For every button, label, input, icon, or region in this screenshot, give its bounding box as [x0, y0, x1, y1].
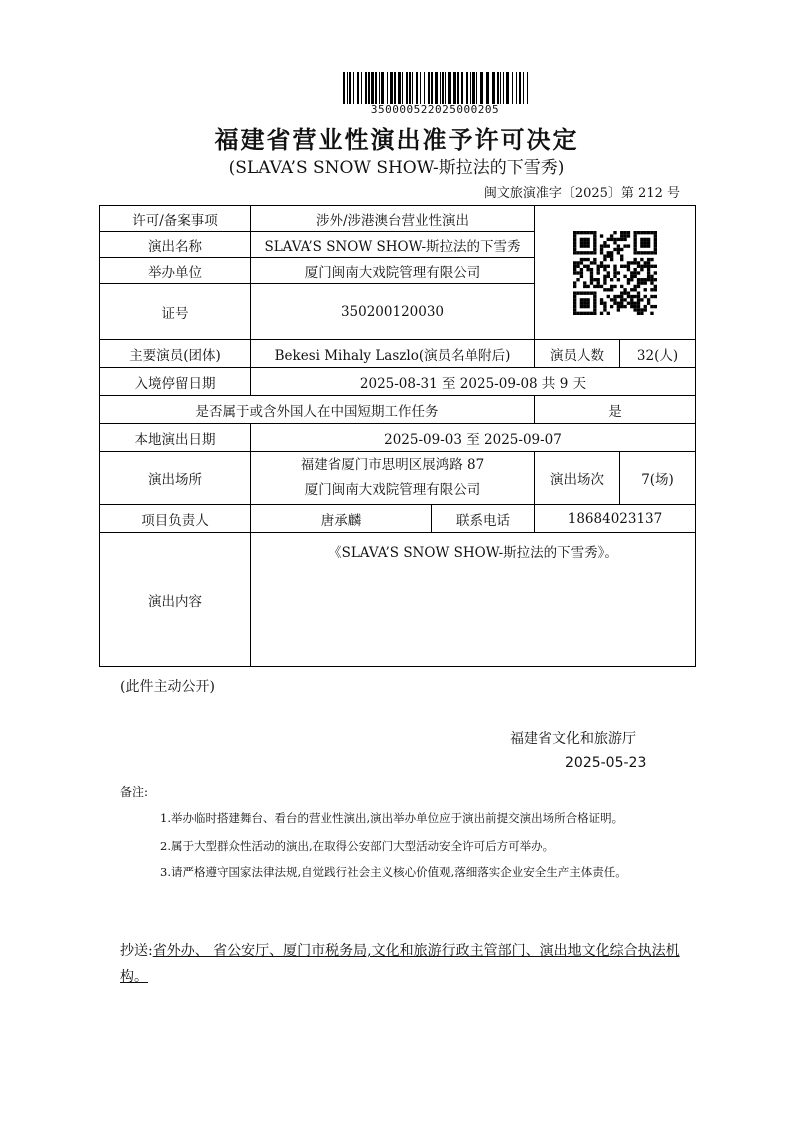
public-notice: (此件主动公开)	[120, 679, 215, 695]
document-title: 福建省营业性演出准予许可决定	[214, 125, 579, 154]
main-actors-value: Bekesi Mihaly Laszlo(演员名单附后)	[251, 340, 535, 368]
document-number: 闽文旅演准字〔2025〕第 212 号	[483, 186, 680, 201]
local-dates-label: 本地演出日期	[100, 424, 251, 452]
foreign-work-answer: 是	[535, 396, 696, 424]
license-type-label: 许可/备案事项	[100, 206, 251, 232]
note-item: 2.属于大型群众性活动的演出,在取得公安部门大型活动安全许可后方可举办。	[160, 839, 555, 853]
show-name-label: 演出名称	[100, 232, 251, 258]
issuer-name: 福建省文化和旅游厅	[510, 731, 636, 747]
document-subtitle: (SLAVA’S SNOW SHOW-斯拉法的下雪秀)	[228, 158, 565, 178]
issue-date: 2025-05-23	[565, 755, 647, 771]
cert-value: 350200120030	[251, 284, 535, 340]
cert-label: 证号	[100, 284, 251, 340]
cc-label: 抄送:	[120, 943, 153, 959]
manager-label: 项目负责人	[100, 505, 251, 533]
phone-value: 18684023137	[535, 505, 696, 533]
show-name-value: SLAVA’S SNOW SHOW-斯拉法的下雪秀	[251, 232, 535, 258]
content-value: 《SLAVA’S SNOW SHOW-斯拉法的下雪秀》。	[251, 533, 696, 667]
note-item: 3.请严格遵守国家法律法规,自觉践行社会主义核心价值观,落细落实企业安全生产主体责任。	[160, 865, 627, 879]
sessions-value: 7(场)	[620, 452, 696, 505]
barcode	[343, 72, 528, 104]
venue-line-1: 福建省厦门市思明区展鸿路 87	[300, 457, 485, 473]
organizer-label: 举办单位	[100, 258, 251, 284]
cc-recipients: 省外办、 省公安厅、厦门市税务局,文化和旅游行政主管部门、演出地文化综合执法机构。	[120, 943, 680, 985]
manager-value: 唐承麟	[251, 505, 432, 533]
notes-title: 备注:	[120, 785, 149, 799]
barcode-number: 350000522025000205	[370, 103, 500, 116]
main-actors-label: 主要演员(团体)	[100, 340, 251, 368]
entry-stay-label: 入境停留日期	[100, 368, 251, 396]
license-type-value: 涉外/涉港澳台营业性演出	[251, 206, 535, 232]
content-label: 演出内容	[100, 533, 251, 667]
note-item: 1.举办临时搭建舞台、看台的营业性演出,演出举办单位应于演出前提交演出场所合格证明。	[160, 811, 624, 825]
venue-label: 演出场所	[100, 452, 251, 505]
sessions-label: 演出场次	[535, 452, 620, 505]
actor-count-label: 演员人数	[535, 340, 620, 368]
organizer-value: 厦门闽南大戏院管理有限公司	[251, 258, 535, 284]
license-table	[99, 205, 696, 667]
entry-stay-value: 2025-08-31 至 2025-09-08 共 9 天	[251, 368, 696, 396]
qr-code	[573, 231, 657, 315]
foreign-work-question: 是否属于或含外国人在中国短期工作任务	[100, 396, 535, 424]
venue-line-2: 厦门闽南大戏院管理有限公司	[304, 482, 481, 498]
phone-label: 联系电话	[432, 505, 535, 533]
actor-count-value: 32(人)	[620, 340, 696, 368]
cc-block	[120, 938, 680, 990]
qr-code-cell	[535, 206, 696, 340]
venue-value	[251, 452, 535, 505]
local-dates-value: 2025-09-03 至 2025-09-07	[251, 424, 696, 452]
